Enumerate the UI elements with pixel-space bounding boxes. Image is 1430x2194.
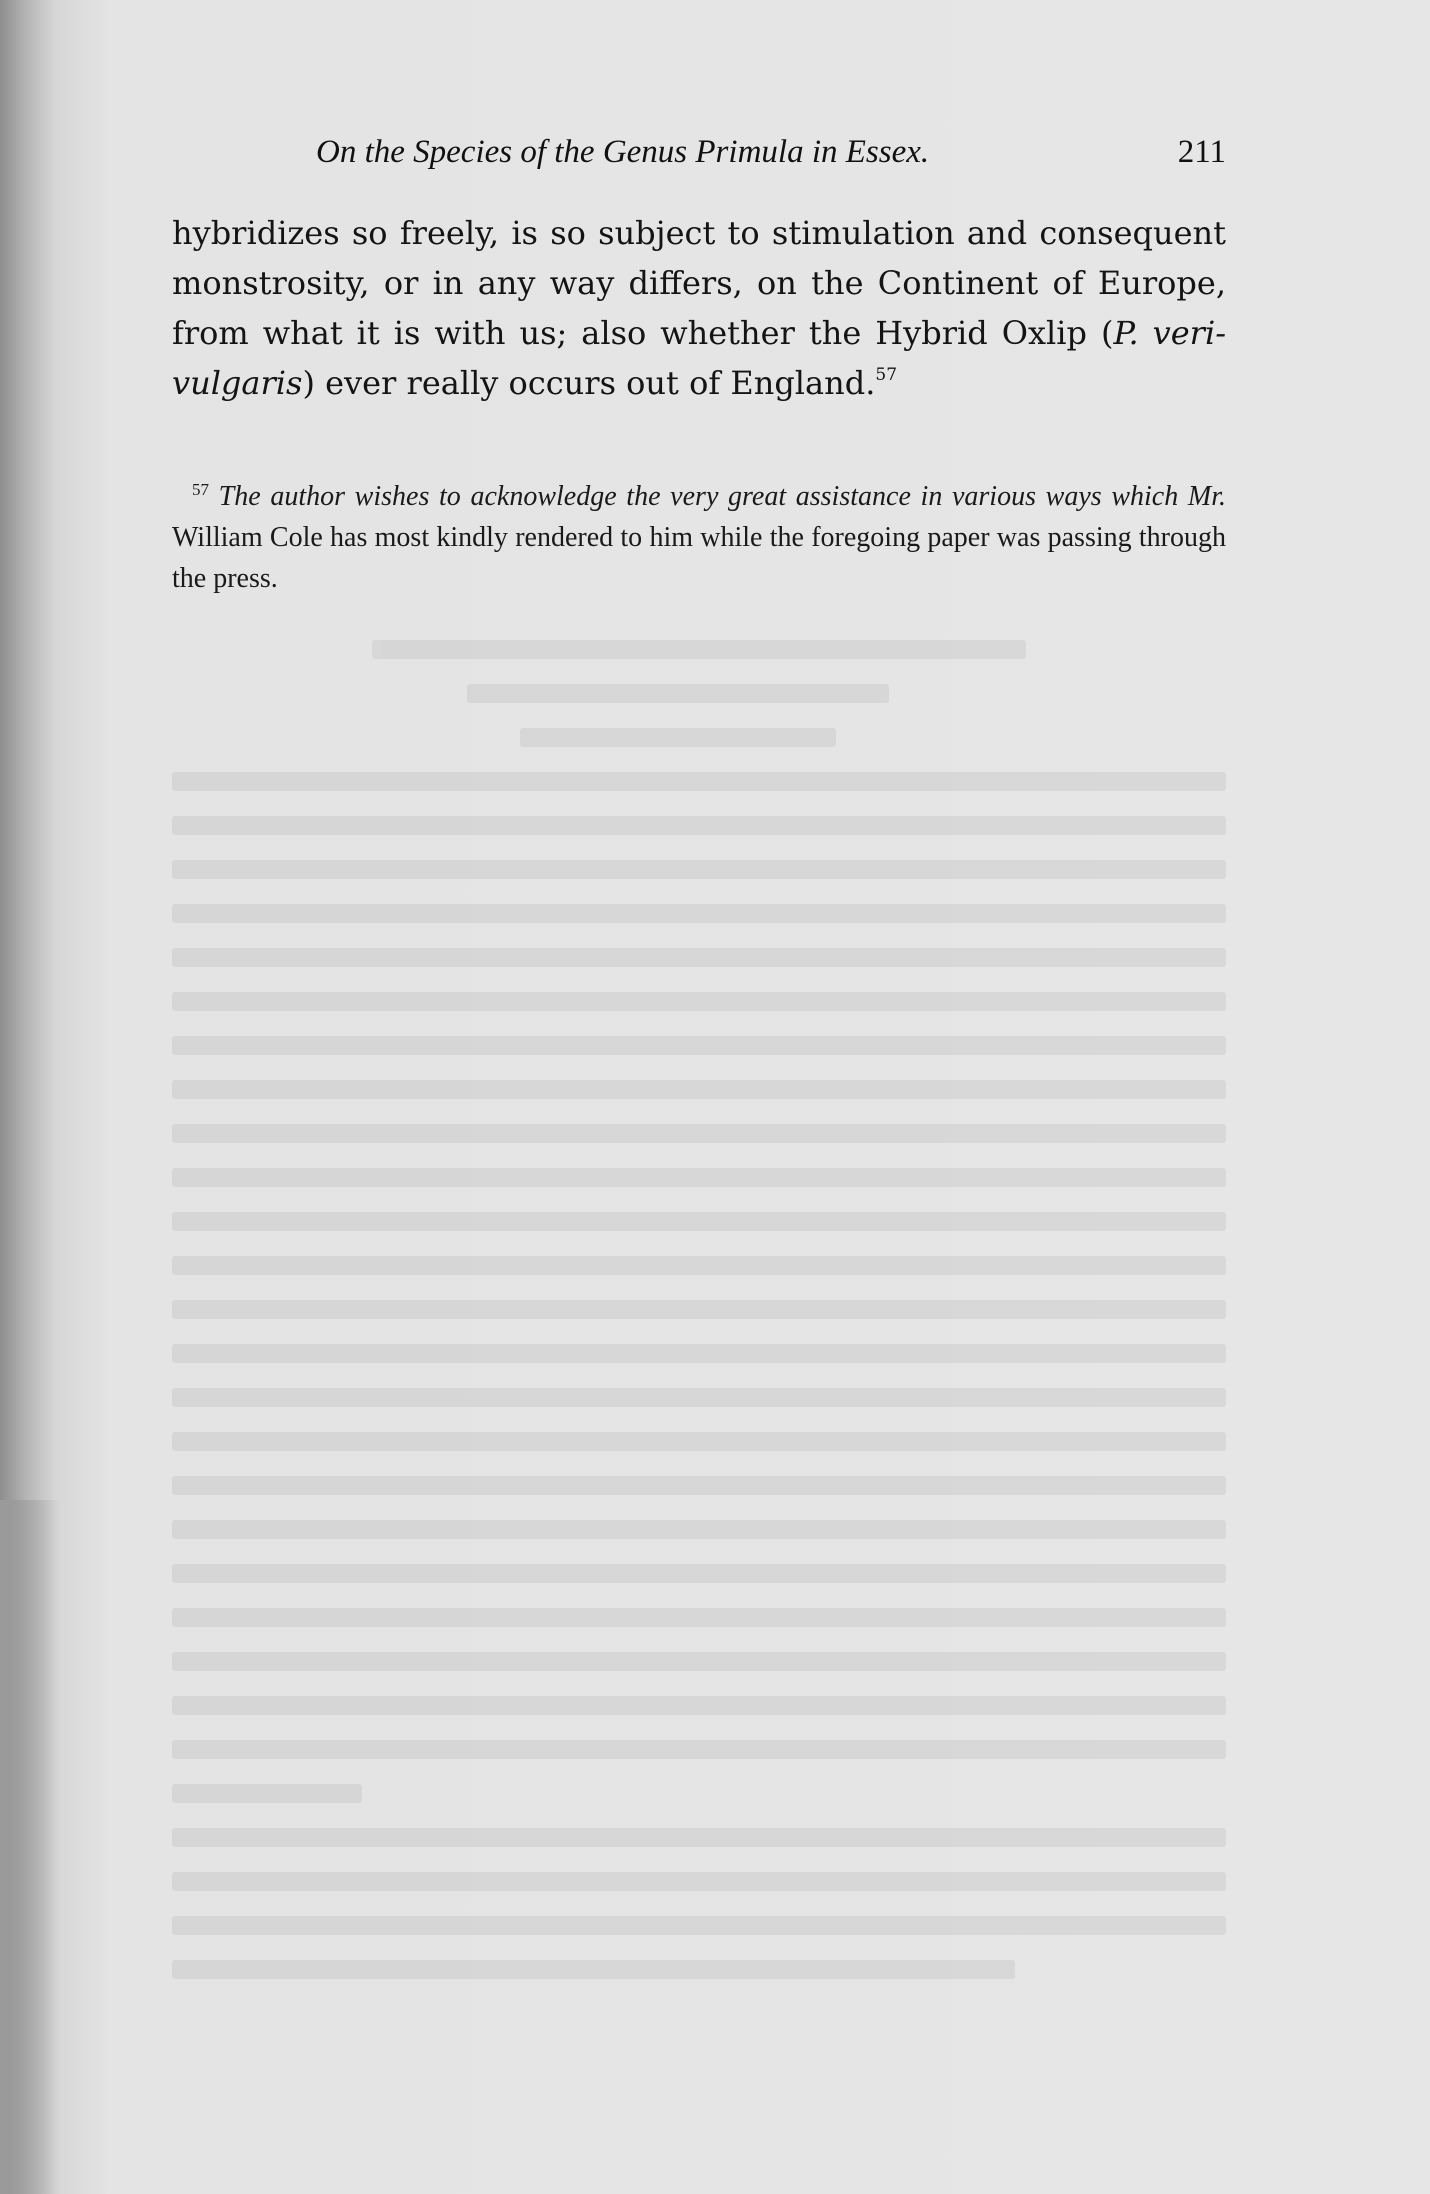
species-name: P. veri-vulgaris [172, 314, 1227, 402]
page-number: 211 [1177, 134, 1226, 170]
main-paragraph [172, 208, 1226, 408]
footnote-reference: 57 [875, 365, 898, 385]
running-head: On the Species of the Genus Primula in Essex. [316, 134, 930, 170]
footnote-text-1: The author wishes to acknowledge the very great assistance in various ways which Mr. [218, 481, 1226, 512]
footnote [172, 476, 1226, 599]
page-header [316, 134, 1226, 184]
footnote-text-2: William Cole has most kindly rendered to him while the foregoing paper was passing through the press. [172, 522, 1226, 594]
footnote-number: 57 [192, 480, 209, 499]
show-through-text [172, 640, 1226, 2090]
paragraph-text-2: ) ever really occurs out of England. [302, 364, 876, 402]
paragraph-text-1: hybridizes so freely, is so subject to stimulation and consequent monstrosity, or in any way differs, on the Continent of Europe, from what it is with us; also whether the Hybrid Oxlip ( [172, 214, 1226, 352]
spine-shadow [0, 1500, 60, 2194]
